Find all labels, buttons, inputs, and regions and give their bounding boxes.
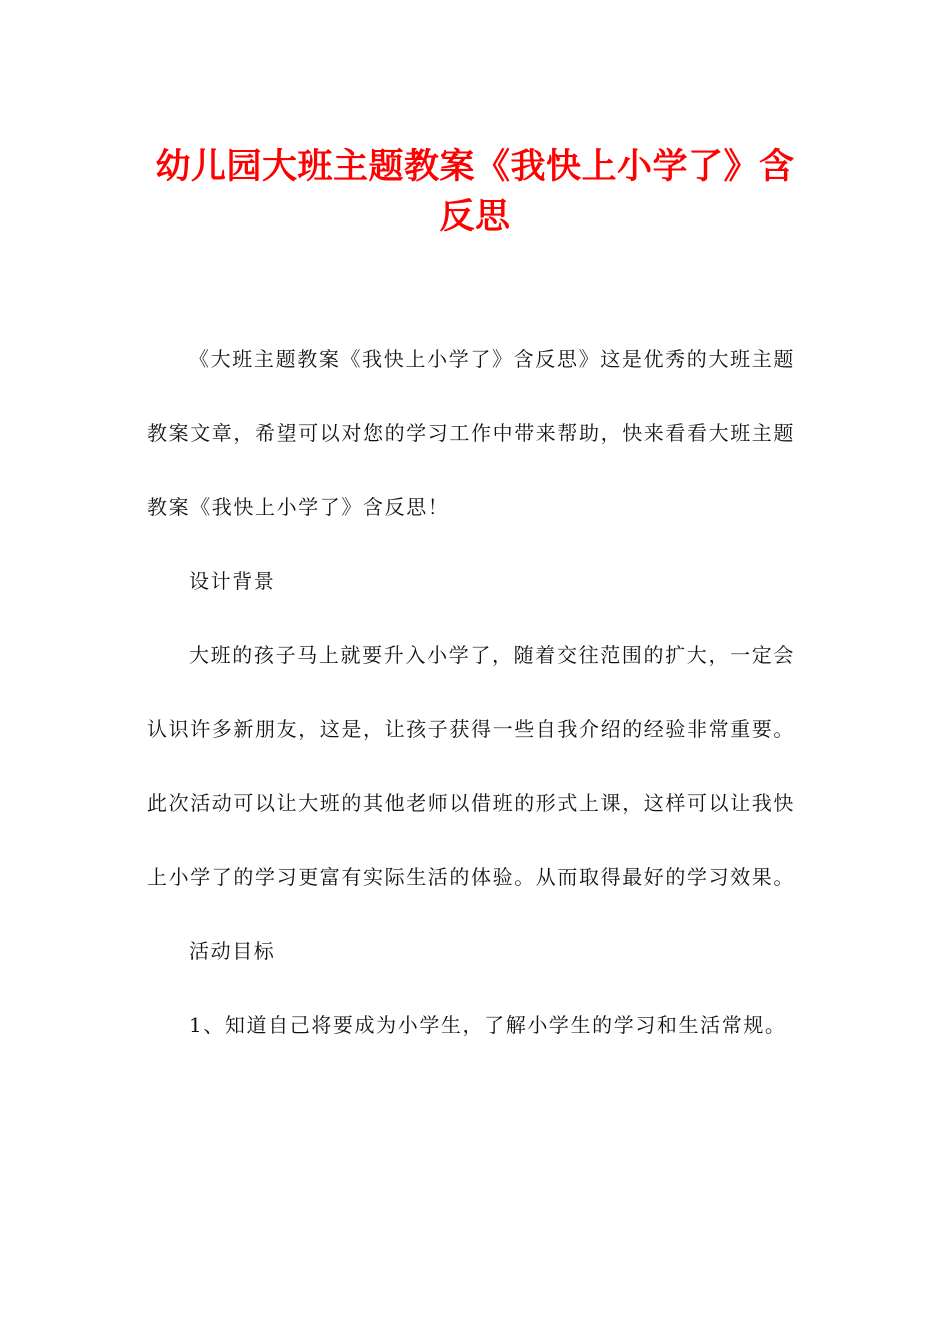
document-body (147, 322, 795, 1062)
background-paragraph: 大班的孩子马上就要升入小学了，随着交往范围的扩大，一定会认识许多新朋友，这是，让孩子获得一些自我介绍的经验非常重要。此次活动可以让大班的其他老师以借班的形式上课，这样可以让我快上小学了的学习更富有实际生活的体验。从而取得最好的学习效果。 (147, 643, 795, 889)
document-title: 幼儿园大班主题教案《我快上小学了》含反思 (155, 147, 795, 237)
section-heading-background: 设计背景 (189, 569, 276, 593)
intro-paragraph: 《大班主题教案《我快上小学了》含反思》这是优秀的大班主题教案文章，希望可以对您的学习工作中带来帮助，快来看看大班主题教案《我快上小学了》含反思！ (147, 347, 795, 519)
goal-item-1: 1、知道自己将要成为小学生，了解小学生的学习和生活常规。 (189, 1013, 787, 1037)
section-heading-goals: 活动目标 (189, 939, 276, 963)
